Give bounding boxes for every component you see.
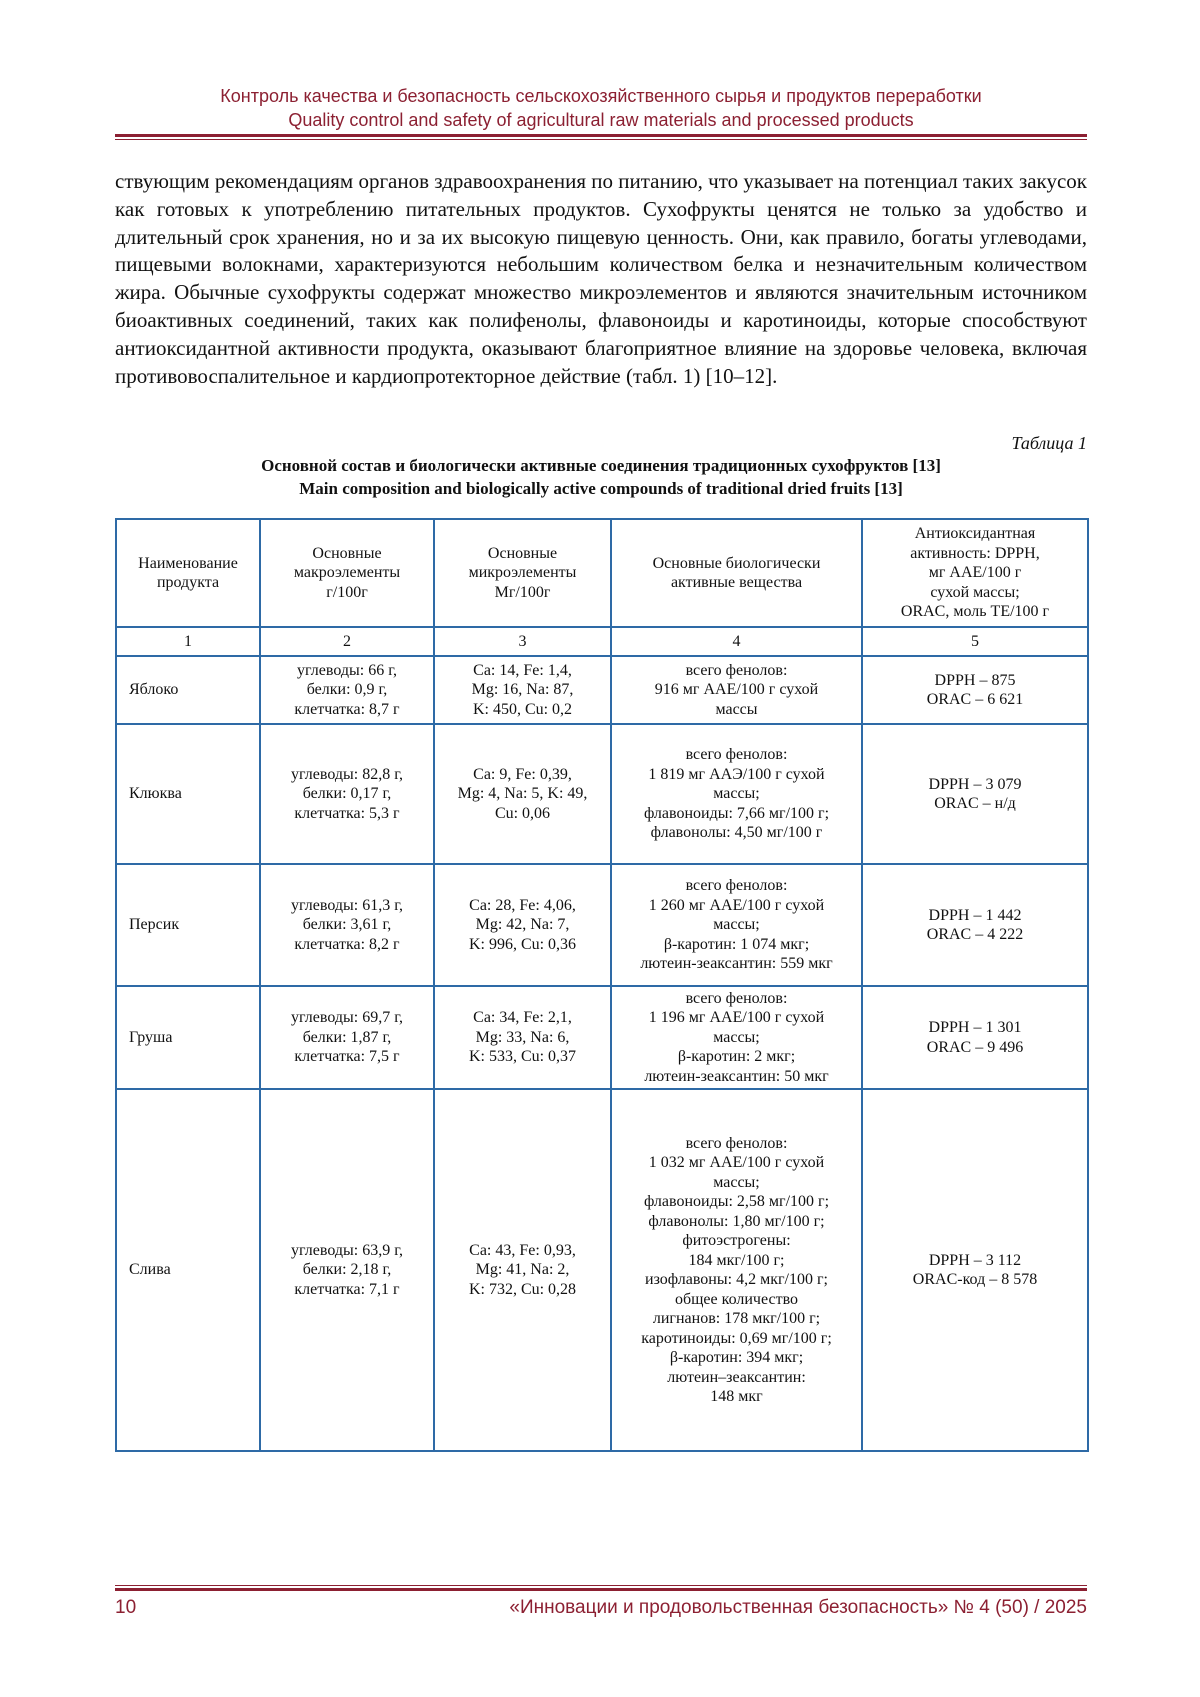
cell-line: клетчатка: 8,2 г: [294, 935, 400, 953]
bio-cell: [611, 986, 862, 1089]
antiox-cell: [862, 656, 1088, 724]
column-number: 3: [434, 627, 611, 656]
cell-line: углеводы: 66 г,: [297, 661, 397, 679]
cell-line: 916 мг AAE/100 г сухой: [654, 681, 819, 699]
cell-line: всего фенолов:: [685, 1134, 788, 1152]
product-name-cell: Яблоко: [116, 656, 260, 724]
cell-line: Mg: 16, Na: 87,: [471, 681, 574, 699]
table-row: [116, 656, 1088, 724]
cell-line: всего фенолов:: [685, 877, 788, 895]
cell-line: Ca: 34, Fe: 2,1,: [473, 1009, 572, 1027]
table-row: [116, 1089, 1088, 1451]
column-number-row: [116, 627, 1088, 656]
cell-line: K: 996, Cu: 0,36: [468, 935, 577, 953]
cell-line: флавоноиды: 2,58 мг/100 г;: [643, 1193, 830, 1210]
cell-line: изофлавоны: 4,2 мкг/100 г;: [645, 1271, 828, 1288]
header-cell: [260, 519, 434, 627]
bio-cell: [611, 656, 862, 724]
cell-line: ORAC – 6 621: [926, 691, 1024, 708]
cell-line: β-каротин: 2 мкг;: [677, 1048, 796, 1066]
header-rule: [115, 134, 1087, 140]
micro-cell: [434, 724, 611, 864]
product-name-cell: Клюква: [116, 724, 260, 864]
cell-line: массы;: [713, 916, 760, 934]
cell-line: Mg: 41, Na: 2,: [475, 1261, 570, 1279]
micro-cell: [434, 986, 611, 1089]
table-caption-en: Main composition and biologically active compounds of traditional dried fruits [13]: [299, 479, 903, 498]
cell-line: Ca: 43, Fe: 0,93,: [469, 1241, 576, 1259]
cell-line: клетчатка: 8,7 г: [294, 700, 400, 718]
cell-line: клетчатка: 7,5 г: [294, 1048, 400, 1066]
cell-line: массы: [715, 700, 758, 718]
cell-line: Основные: [487, 544, 558, 562]
cell-line: Мг/100г: [494, 583, 551, 601]
cell-line: 1 196 мг AAE/100 г сухой: [648, 1009, 825, 1027]
macro-cell: [260, 864, 434, 986]
cell-line: 1 032 мг AAE/100 г сухой: [648, 1154, 825, 1171]
cell-line: общее количество: [674, 1290, 799, 1308]
cell-line: углеводы: 61,3 г,: [291, 896, 403, 914]
micro-cell: [434, 1089, 611, 1451]
cell-line: всего фенолов:: [685, 989, 788, 1007]
cell-line: углеводы: 82,8 г,: [291, 765, 403, 783]
cell-line: клетчатка: 7,1 г: [294, 1280, 400, 1298]
body-paragraph: ствующим рекомендациям органов здравоохранения по питанию, что указывает на потенциал таких закусок как готовых к употреблению питательных продуктов. Сухофрукты ценятся не только за удобство и длительный срок хранения, но и за их высокую пищевую ценность. Они, как правило, богаты углеводами, пищевыми волокнами, характеризуются небольшим количеством белка и незначительным количеством жира. Обычные сухофрукты содержат множество микроэлементов и являются значительным источником биоактивных соединений, таких как полифенолы, флавоноиды и каротиноиды, которые способствуют антиоксидантной активности продукта, оказывают благоприятное влияние на здоровье человека, включая противовоспалительное и кардиопротекторное действие (табл. 1) [10–12].: [115, 169, 1087, 388]
cell-line: каротиноиды: 0,69 мг/100 г;: [641, 1329, 832, 1347]
composition-table: [115, 518, 1089, 1452]
cell-line: лютеин-зеаксантин: 559 мкг: [640, 955, 833, 973]
antiox-cell: [862, 864, 1088, 986]
cell-line: лютеин–зеаксантин:: [667, 1368, 806, 1386]
cell-line: г/100г: [326, 583, 368, 601]
cell-line: фитоэстрогены:: [682, 1232, 791, 1249]
product-name-cell: Персик: [116, 864, 260, 986]
table-number: Таблица 1: [1011, 433, 1087, 453]
cell-line: массы;: [713, 785, 760, 803]
cell-line: DPPH – 875: [934, 671, 1016, 689]
product-name-cell: Слива: [116, 1089, 260, 1451]
cell-line: углеводы: 63,9 г,: [291, 1241, 403, 1259]
column-number: 5: [862, 627, 1088, 656]
journal-section-title-en: Quality control and safety of agricultural raw materials and processed products: [288, 110, 914, 130]
cell-line: ORAC – 4 222: [926, 926, 1024, 943]
bio-cell: [611, 864, 862, 986]
cell-line: DPPH – 3 112: [928, 1251, 1022, 1269]
cell-line: массы;: [713, 1028, 760, 1046]
cell-line: Mg: 33, Na: 6,: [475, 1028, 570, 1046]
cell-line: DPPH – 3 079: [928, 775, 1022, 793]
cell-line: 148 мкг: [710, 1388, 763, 1405]
cell-line: белки: 2,18 г,: [302, 1261, 392, 1279]
cell-line: флавоноиды: 7,66 мг/100 г;: [643, 804, 830, 822]
cell-line: активность: DPPH,: [910, 544, 1040, 562]
header-cell: [611, 519, 862, 627]
cell-line: K: 450, Cu: 0,2: [472, 700, 573, 718]
cell-line: флавонолы: 1,80 мг/100 г;: [648, 1212, 825, 1230]
table-row: [116, 986, 1088, 1089]
cell-line: β-каротин: 1 074 мкг;: [663, 935, 810, 953]
cell-line: макроэлементы: [293, 564, 401, 582]
bio-cell: [611, 724, 862, 864]
cell-line: ORAC-код – 8 578: [912, 1271, 1038, 1288]
cell-line: Антиоксидантная: [914, 525, 1036, 543]
cell-line: DPPH – 1 442: [928, 906, 1022, 924]
product-name-cell: Груша: [116, 986, 260, 1089]
macro-cell: [260, 1089, 434, 1451]
cell-line: флавонолы: 4,50 мг/100 г: [650, 824, 823, 842]
journal-section-title-ru: Контроль качества и безопасность сельскохозяйственного сырья и продуктов переработки: [220, 86, 982, 106]
cell-line: сухой массы;: [930, 583, 1020, 601]
cell-line: 1 260 мг AAE/100 г сухой: [648, 896, 825, 914]
column-number: 1: [116, 627, 260, 656]
cell-line: продукта: [156, 574, 220, 591]
micro-cell: [434, 656, 611, 724]
cell-line: DPPH – 1 301: [928, 1019, 1022, 1036]
page-number: 10: [115, 1597, 137, 1618]
cell-line: всего фенолов:: [685, 746, 788, 764]
cell-line: белки: 3,61 г,: [302, 916, 392, 934]
macro-cell: [260, 656, 434, 724]
antiox-cell: [862, 986, 1088, 1089]
cell-line: ORAC – 9 496: [926, 1038, 1024, 1056]
cell-line: массы;: [713, 1173, 760, 1191]
cell-line: Mg: 4, Na: 5, K: 49,: [457, 785, 588, 803]
header-cell: [434, 519, 611, 627]
cell-line: мг AAE/100 г: [928, 564, 1022, 582]
cell-line: всего фенолов:: [685, 661, 788, 679]
cell-line: белки: 0,9 г,: [306, 681, 388, 699]
cell-line: Cu: 0,06: [494, 804, 551, 822]
cell-line: Ca: 9, Fe: 0,39,: [473, 765, 572, 783]
cell-line: K: 732, Cu: 0,28: [468, 1280, 577, 1298]
cell-line: белки: 0,17 г,: [302, 785, 392, 803]
cell-line: белки: 1,87 г,: [302, 1028, 392, 1046]
table-header-row: [116, 519, 1088, 627]
micro-cell: [434, 864, 611, 986]
table-row: [116, 724, 1088, 864]
cell-line: ORAC, моль TE/100 г: [900, 603, 1050, 621]
table-row: [116, 864, 1088, 986]
cell-line: Ca: 28, Fe: 4,06,: [469, 896, 576, 914]
cell-line: β-каротин: 394 мкг;: [669, 1349, 804, 1366]
cell-line: Основные: [312, 544, 382, 562]
macro-cell: [260, 986, 434, 1089]
cell-line: лигнанов: 178 мкг/100 г;: [652, 1310, 821, 1327]
cell-line: Наименование: [138, 554, 238, 572]
footer-rule: [115, 1585, 1087, 1591]
journal-citation: «Инновации и продовольственная безопасность» № 4 (50) / 2025: [509, 1597, 1087, 1618]
header-cell: [116, 519, 260, 627]
cell-line: Основные биологически: [652, 554, 821, 572]
column-number: 4: [611, 627, 862, 656]
cell-line: ORAC – н/д: [934, 795, 1016, 812]
cell-line: Ca: 14, Fe: 1,4,: [473, 661, 572, 679]
cell-line: микроэлементы: [468, 564, 577, 582]
cell-line: 184 мкг/100 г;: [688, 1251, 785, 1269]
macro-cell: [260, 724, 434, 864]
table-caption-ru: Основной состав и биологически активные соединения традиционных сухофруктов [13]: [261, 456, 941, 475]
antiox-cell: [862, 1089, 1088, 1451]
cell-line: Mg: 42, Na: 7,: [475, 916, 570, 934]
cell-line: 1 819 мг AAЭ/100 г сухой: [648, 765, 825, 783]
bio-cell: [611, 1089, 862, 1451]
cell-line: активные вещества: [670, 574, 803, 591]
cell-line: лютеин-зеаксантин: 50 мкг: [644, 1067, 829, 1085]
cell-line: клетчатка: 5,3 г: [294, 804, 400, 822]
header-cell: [862, 519, 1088, 627]
column-number: 2: [260, 627, 434, 656]
cell-line: K: 533, Cu: 0,37: [468, 1048, 577, 1066]
antiox-cell: [862, 724, 1088, 864]
running-header: [115, 84, 1087, 132]
cell-line: углеводы: 69,7 г,: [291, 1009, 403, 1027]
